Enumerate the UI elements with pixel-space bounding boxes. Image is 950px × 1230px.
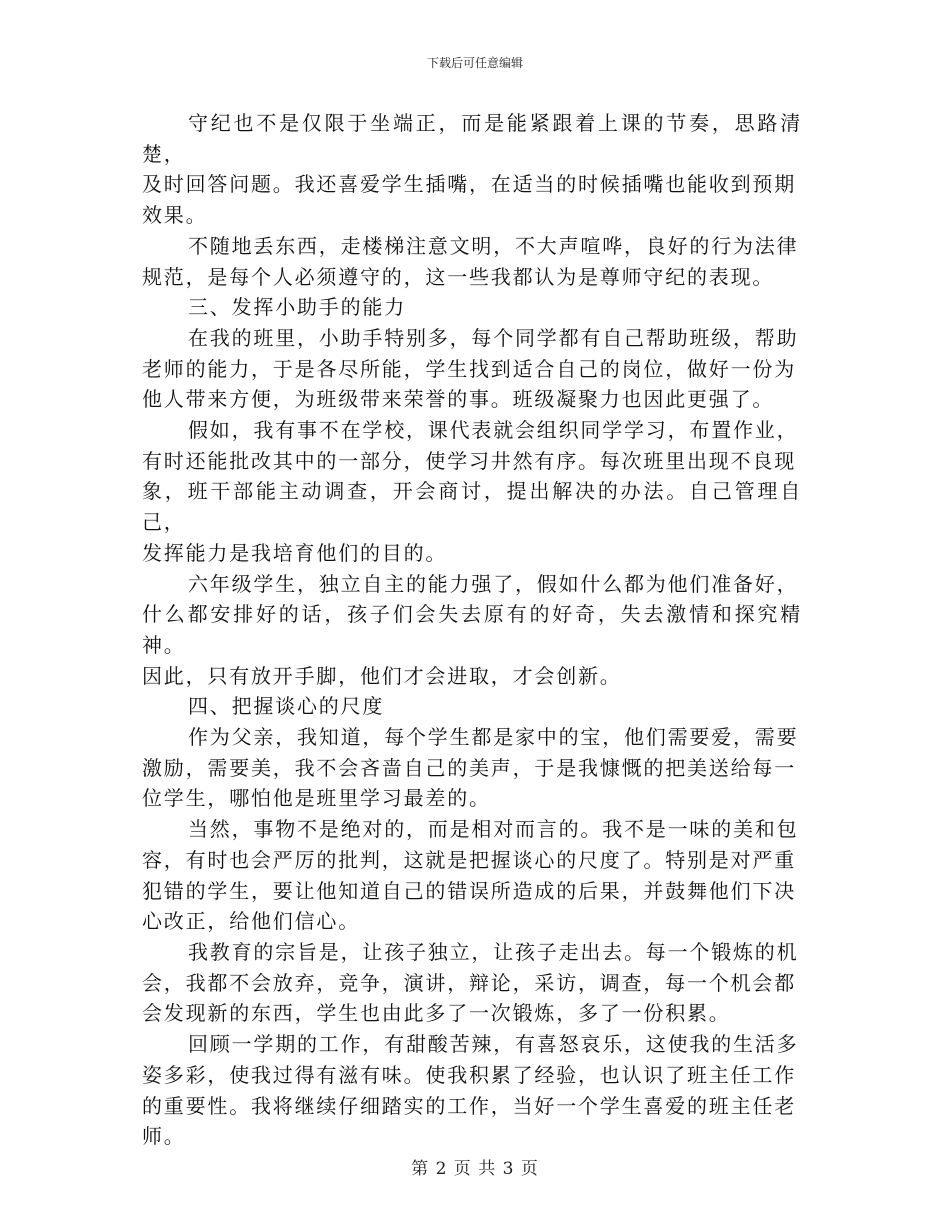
section-heading-talks: 四、把握谈心的尺度 [188, 694, 385, 719]
paragraph-criticism: 当然，事物不是绝对的，而是相对而言的。我不是一味的美和包 容，有时也会严厉的批判，这就是把握谈心的尺度了。特别是对严重 犯错的学生，要让他知道自己的错误所造成的后果，并鼓舞他们下决 心改正，给他们信心。 [142, 817, 799, 934]
paragraph-discipline: 守纪也不是仅限于坐端正，而是能紧跟着上课的节奏，思路清楚， 及时回答问题。我还喜爱学生插嘴，在适当的时候插嘴也能收到预期 效果。 [142, 111, 802, 228]
paragraph-helpers: 在我的班里，小助手特别多，每个同学都有自己帮助班级，帮助 老师的能力，于是各尽所能，学生找到适合自己的岗位，做好一份为 他人带来方便，为班级带来荣誉的事。班级凝聚力也因此更强了。 [142, 325, 799, 412]
paragraph-independence: 六年级学生，独立自主的能力强了，假如什么都为他们准备好， 什么都安排好的话，孩子们会失去原有的好奇，失去激情和探究精神。 因此，只有放开手脚，他们才会进取，才会创新。 [142, 571, 802, 688]
page-header: 下载后可任意编辑 [426, 56, 523, 70]
paragraph-class-management: 假如，我有事不在学校，课代表就会组织同学学习，布置作业， 有时还能批改其中的一部分，使学习井然有序。每次班里出现不良现 象，班干部能主动调查，开会商讨，提出解决的办法。自己管理自己， 发挥能力是我培育他们的目的。 [142, 418, 802, 565]
paragraph-behavior: 不随地丢东西，走楼梯注意文明，不大声喧哗，良好的行为法律 规范，是每个人必须遵守的，这一些我都认为是尊师守纪的表现。 [142, 233, 799, 289]
page-number: 第 2 页 共 3 页 [411, 1159, 539, 1179]
paragraph-review: 回顾一学期的工作，有甜酸苦辣，有喜怒哀乐，这使我的生活多 姿多彩，使我过得有滋有味。使我积累了经验，也认识了班主任工作 的重要性。我将继续仔细踏实的工作，当好一个学生喜爱的班主任老 师。 [142, 1032, 799, 1149]
paragraph-education-goal: 我教育的宗旨是，让孩子独立，让孩子走出去。每一个锻炼的机 会，我都不会放弃，竞争，演讲，辩论，采访，调查，每一个机会都 会发现新的东西，学生也由此多了一次锻炼，多了一份积累。 [142, 939, 799, 1026]
paragraph-encouragement: 作为父亲，我知道，每个学生都是家中的宝，他们需要爱，需要 激励，需要美，我不会吝啬自己的美声，于是我慷慨的把美送给每一 位学生，哪怕他是班里学习最差的。 [142, 725, 799, 811]
document-body [142, 108, 802, 1152]
section-heading-helpers: 三、发挥小助手的能力 [188, 295, 406, 320]
